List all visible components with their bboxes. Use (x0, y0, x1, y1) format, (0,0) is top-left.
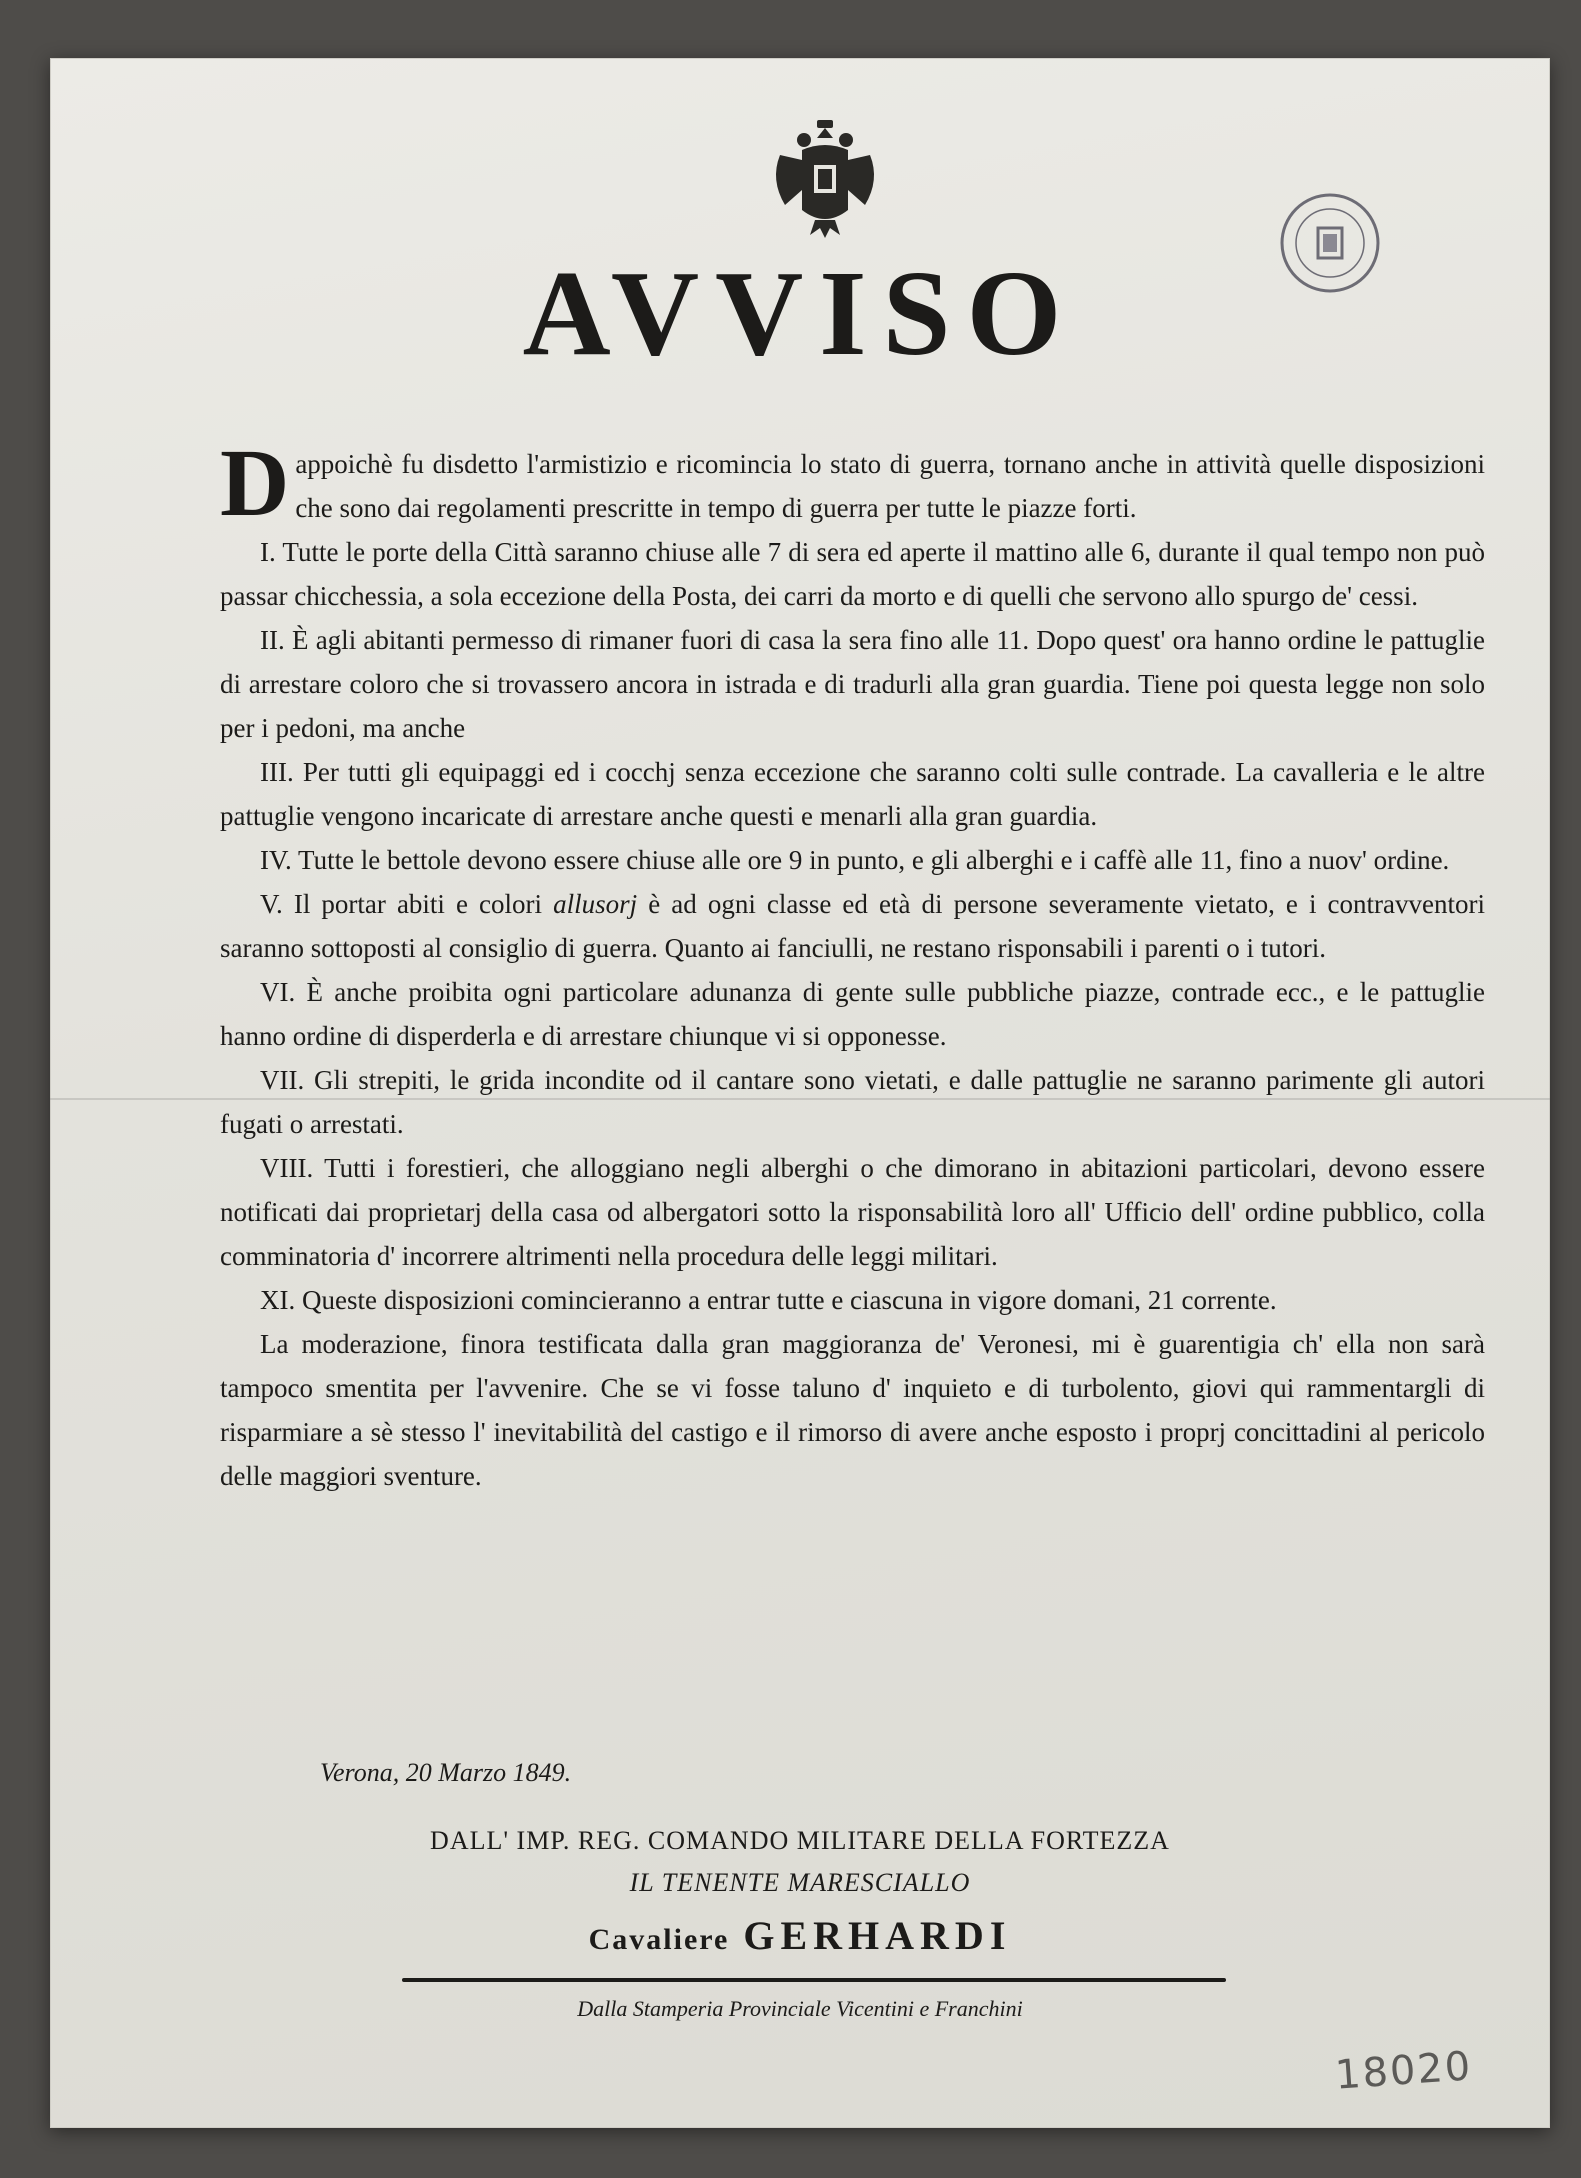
article-7: VII. Gli strepiti, le grida incondite od il cantare sono vietati, e dalle pattuglie ne saranno parimente gli autori fugati o arrestati. (220, 1065, 1485, 1139)
article-5-italic: allusorj (553, 889, 638, 919)
article-8: VIII. Tutti i forestieri, che alloggiano negli alberghi o che dimorano in abitazioni particolari, devono essere notificati dai proprietarj della casa od albergatori sotto la risponsabilità loro all' Ufficio dell' ordine pubblico, colla comminatoria d' incorrere altrimenti nella procedura delle leggi militari. (220, 1153, 1485, 1271)
article-5-text-b: è ad ogni classe ed età di persone severamente vietato, e i contravventori saranno sottoposti al consiglio di guerra. Quanto ai fanciulli, ne restano risponsabili i parenti o i tutori. (220, 889, 1485, 963)
article-1: I. Tutte le porte della Città saranno chiuse alle 7 di sera ed aperte il mattino alle 6, durante il qual tempo non può passar chicchessia, a sola eccezione della Posta, dei carri da morto e di quelli che servono allo spurgo de' cessi. (220, 537, 1485, 611)
article-5-text-a: V. Il portar abiti e colori (260, 889, 554, 919)
divider-rule (402, 1978, 1226, 1982)
intro-text: appoichè fu disdetto l'armistizio e ricomincia lo stato di guerra, tornano anche in attività quelle disposizioni che sono dai regolamenti prescritte in tempo di guerra per tutte le piazze forti. (295, 449, 1485, 523)
poster-title: AVVISO (522, 246, 1078, 381)
drop-cap: D (220, 429, 290, 536)
catalog-number: 18020 (1333, 2043, 1474, 2099)
signature-rank-title: IL TENENTE MARESCIALLO (629, 1868, 971, 1897)
signature-command: DALL' IMP. REG. COMANDO MILITARE DELLA FORTEZZA (430, 1826, 1170, 1855)
article-11: XI. Queste disposizioni comincieranno a entrar tutte e ciascuna in vigore domani, 21 corrente. (260, 1285, 1277, 1315)
closing-paragraph: La moderazione, finora testificata dalla gran maggioranza de' Veronesi, mi è guarentigia ch' ella non sarà tampoco smentita per l'avvenire. Che se vi fosse taluno d' inquieto e di turbolento, giovi qui rammentargli di risparmiare a sè stesso l' inevitabilità del castigo e il rimorso di avere anche esposto i proprj concittadini al pericolo delle maggiori sventure. (220, 1329, 1485, 1491)
article-4: IV. Tutte le bettole devono essere chiuse alle ore 9 in punto, e gli alberghi e i caffè alle 11, fino a nuov' ordine. (260, 845, 1450, 875)
printer-credit: Dalla Stamperia Provinciale Vicentini e Franchini (577, 1996, 1023, 2021)
article-6: VI. È anche proibita ogni particolare adunanza di gente sulle pubbliche piazze, contrade ecc., e le pattuglie hanno ordine di disperderla e di arrestare chiunque vi si opponesse. (220, 977, 1485, 1051)
double-headed-eagle-emblem-icon (760, 110, 890, 240)
article-3: III. Per tutti gli equipaggi ed i cocchj senza eccezione che saranno colti sulle contrade. La cavalleria e le altre pattuglie vengono incaricate di arrestare anche questi e menarli alla gran guardia. (220, 757, 1485, 831)
poster-sheet (50, 58, 1550, 2128)
article-2: II. È agli abitanti permesso di rimaner fuori di casa la sera fino alle 11. Dopo quest' ora hanno ordine le pattuglie di arrestare coloro che si trovassero ancora in istrada e di tradurli alla gran guardia. Tiene poi questa legge non solo per i pedoni, ma anche (220, 625, 1485, 743)
signature-name-line (50, 1912, 1550, 1959)
dateline: Verona, 20 Marzo 1849. (320, 1758, 572, 1787)
article-5 (220, 882, 1485, 970)
signature-honorific: Cavaliere (588, 1923, 730, 1956)
poster-body (220, 429, 1485, 1498)
signature-name: GERHARDI (743, 1913, 1012, 1958)
intro-paragraph (220, 429, 1485, 536)
